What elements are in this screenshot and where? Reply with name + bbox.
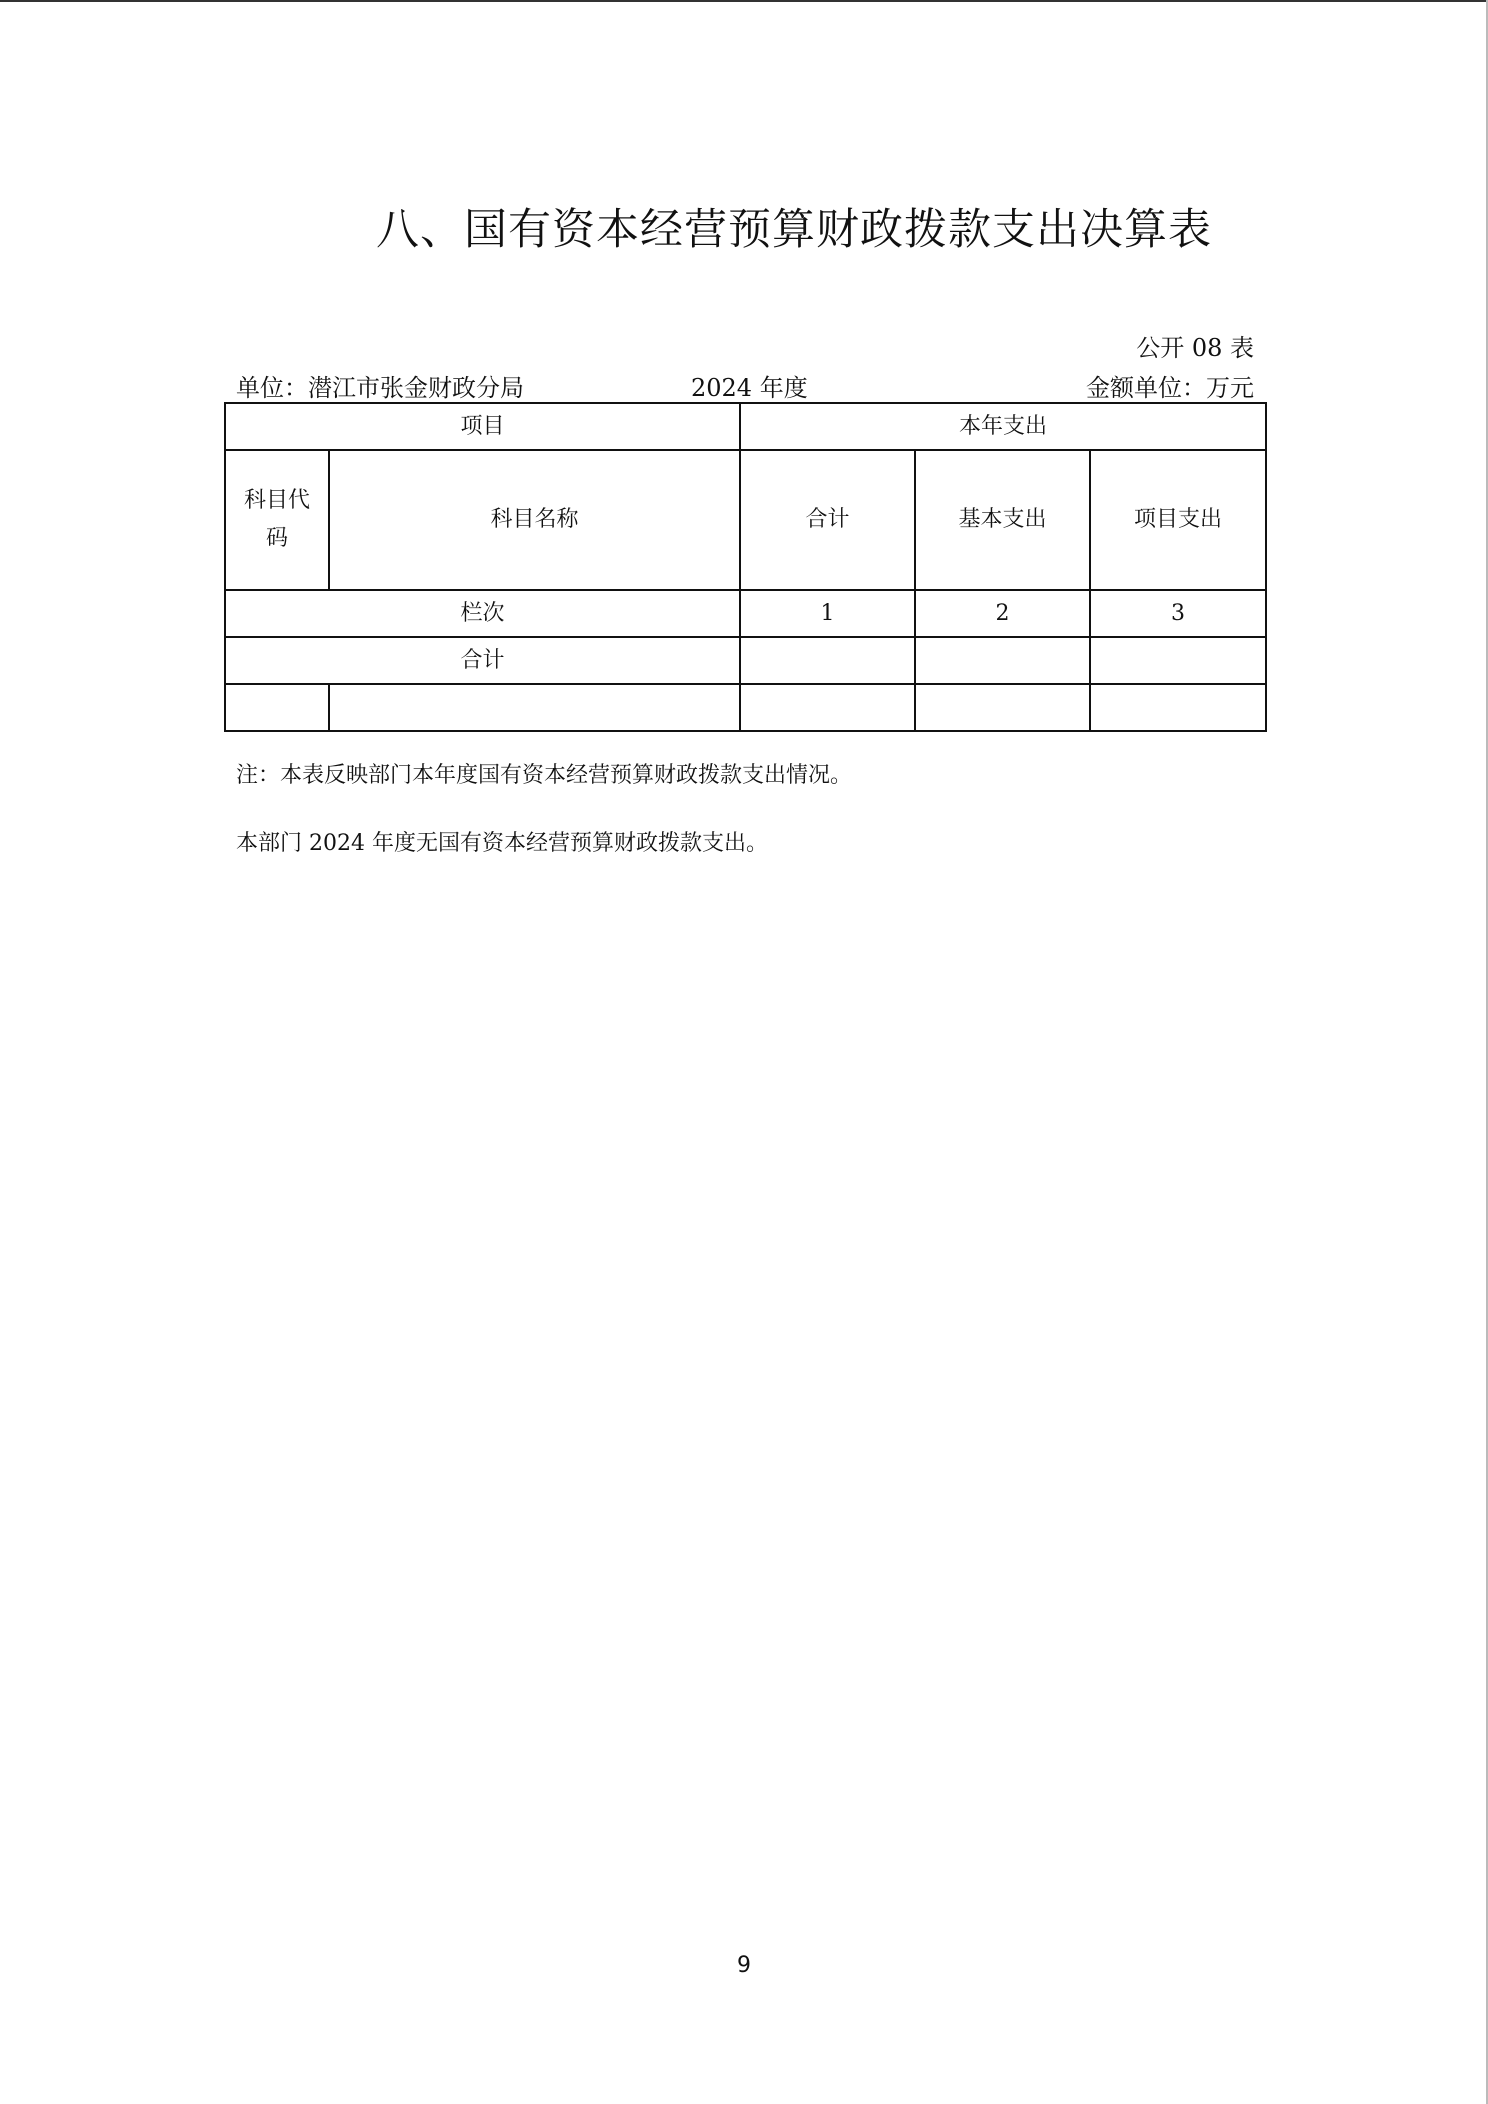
row-basic (915, 684, 1090, 731)
document-title: 八、国有资本经营预算财政拨款支出决算表 (376, 205, 1212, 255)
table-note: 注：本表反映部门本年度国有资本经营预算财政拨款支出情况。 (236, 763, 853, 788)
fiscal-year: 2024 年度 (691, 374, 808, 402)
table-meta-row (236, 368, 1254, 400)
row-project (1090, 684, 1266, 731)
index-col-3: 3 (1090, 590, 1266, 637)
no-expense-statement: 本部门 2024 年度无国有资本经营预算财政拨款支出。 (236, 831, 768, 856)
header-current-year-expense: 本年支出 (740, 403, 1266, 450)
table-subheader-row (225, 450, 1266, 590)
row-subject-code (225, 684, 329, 731)
subheader-subject-name: 科目名称 (329, 450, 740, 590)
total-row (225, 637, 1266, 684)
subheader-project-expense: 项目支出 (1090, 450, 1266, 590)
subheader-total: 合计 (740, 450, 915, 590)
total-basic (915, 637, 1090, 684)
total-project (1090, 637, 1266, 684)
budget-table (224, 402, 1267, 732)
index-col-2: 2 (915, 590, 1090, 637)
column-index-row (225, 590, 1266, 637)
page-number: 9 (737, 1953, 751, 1978)
subheader-basic-expense: 基本支出 (915, 450, 1090, 590)
index-label: 栏次 (225, 590, 740, 637)
currency-unit: 金额单位：万元 (1086, 374, 1254, 402)
table-row (225, 684, 1266, 731)
subheader-subject-code (225, 450, 329, 590)
page-top-border (0, 0, 1488, 2)
subject-code-text: 科目代码 (243, 488, 310, 551)
total-label: 合计 (225, 637, 740, 684)
row-total (740, 684, 915, 731)
total-amount (740, 637, 915, 684)
table-number: 公开 08 表 (1136, 334, 1254, 362)
table-header-row (225, 403, 1266, 450)
unit-label: 单位：潜江市张金财政分局 (236, 374, 524, 402)
header-project: 项目 (225, 403, 740, 450)
index-col-1: 1 (740, 590, 915, 637)
row-subject-name (329, 684, 740, 731)
